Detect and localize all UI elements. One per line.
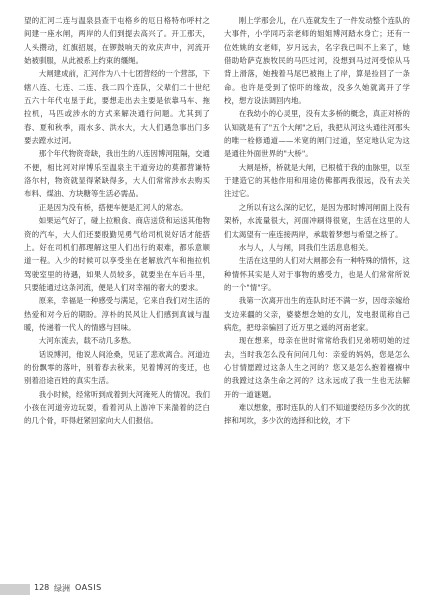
paragraph: 现在想来，母亲在世时常常给我们兄弟唠叨她的过去，当时我怎么没有问问几句：亲爱的妈妈，您是怎么心甘情愿蹚过这条人生之河的？您又是怎么抱着襁褓中的我蹚过这条生命之河的？这永远成了我一生也无法解开的一道谜题。	[224, 336, 410, 399]
paragraph: 那个年代物资奇缺，我出生的八连因博河阻隔，交通不便，相比河对岸博乐至温泉主干道旁边的莫都营谦特洛尔村，物资就显得紧缺得多，大人们常常涉水去购买布料、煤油、方块糖等生活必需品。	[24, 149, 210, 199]
footer-bar	[0, 584, 30, 595]
paragraph: 水与人，人与闸，同我们生活息息相关。	[238, 242, 373, 252]
paragraph: 我第一次离开出生的连队时还不满一岁，因母亲嫁给支边来疆的父亲，婆婆想念她的女儿，发电报谎称自己病危，把母亲骗回了近万里之遥的河南老家。	[224, 296, 410, 332]
paragraph: 大闸建成前，汇河作为八十七团营经的一个营部，下辖八连、七连、二连、我二四个连队，父辈们二十世纪五六十年代屯垦于此，要想走出去主要是依靠马车、拖拉机，马匹或涉水的方式来解决通行问题。尤其到了春、夏和秋季，雨水多、洪水大，大人们遇急事出门多要去蹚水过河。	[24, 69, 210, 146]
paragraph: 之所以有这么深的记忆，是因为那时博河闸面上没有架桥，水流量很大，河面冲刷得很宽，生活在这里的人们太渴望有一座连接两岸，承载着梦想与希望之桥了。	[224, 202, 410, 239]
magazine-name: 绿洲	[54, 584, 70, 593]
paragraph: 如果运气好了，碰上拉粮食、商店送货和运送其他物资的汽车，大人们还要殷勤见勇气给司机说好话才能搭上。好在司机们都理解这里人们出行的艰难，都乐意顺道一程。入少的时候可以享受坐在老解放汽车和拖拉机驾驶室里的待遇，如果人员较多，就要坐在车后斗里，只要能通过这条河流，便是人们对幸福的奢大的要求。	[24, 216, 210, 292]
paragraph: 刚上学那会儿，在八连就发生了一件发动整个连队的大事件，小学同巧亲老师的姐姐博河踏水身亡；还有一位姓姚的女老师，岁月远去，名字我已叫不上来了，她借助哈萨克族牧民的马匹过河，没想到马过河受惊从马背上滑落，她拽着马尾巴被拖上了岸，算是捡回了一条命。也许是受到了惊吓的缘故，没多久她就离开了学校，想方设法调回内地。	[224, 16, 410, 106]
paragraph: 话说博河，他说人间沧桑，见证了悲欢离合。河道边的份飘零的落叶，别着春去秋来，见着博河的变迁，也别着沿途百姓的真实生活。	[24, 349, 210, 386]
right-column	[224, 14, 410, 574]
paragraph: 正是因为没有桥，搭便车便是汇河人的常态。	[38, 202, 188, 212]
article-body	[24, 14, 410, 574]
page-footer	[0, 579, 427, 601]
paragraph: 望的汇河二连与温泉县查干屯格乡的厄日格特布呼村之间建一座水闸，两岸的人们到提去高兴了。开工那天，人头攒动，红旗招展，在锣鼓响天的欢庆声中，河流开始被驯服，从此被系上约束的缰绳。	[24, 16, 210, 66]
page-number: 128	[34, 583, 50, 592]
paragraph: 原来，幸福是一种感受与满足，它来自我们对生活的热爱和对今后的期盼。淳朴的民风让人们感到真诚与温暖，传递着一代人的情感与回味。	[24, 296, 210, 332]
left-column	[24, 14, 210, 574]
paragraph: 大闸是桥，桥就是大闸，已根植于我的血脉里，以至于建造它的其他作用和用途仿佛都两我很远，没有去关注过它。	[224, 162, 410, 199]
paragraph: 大河东流去，载不动几多愁。	[38, 336, 136, 346]
paragraph: 生活在这里的人们对大闸都会有一种特殊的情怀，这种情怀其实是人对于事物的感受力，也是人们常常所说的一个"情"字。	[224, 256, 410, 292]
paragraph: 在我幼小的心灵里，没有太多桥的概念，真正对桥的认知就是有了"五个大闸"之后，我把从河这头通往河那头的唯一栓修通道——米宽的闸门过道，坚定地认定为这是通往外面世界的"大桥"。	[224, 109, 410, 159]
paragraph: 难以想象，那时连队的人们不知道要经历多少次的扰摔和坷坎，多少次的选择和比较，才下	[224, 402, 410, 426]
paragraph: 我小时候，经常听到成着到大河淹死人的情况。我们小孩在河道旁边玩耍，看着河从上游冲下来湍着的泛白的几个骨，吓得赶紧回家向大人们报信。	[24, 389, 210, 426]
magazine-latin-name: OASIS	[75, 583, 102, 592]
